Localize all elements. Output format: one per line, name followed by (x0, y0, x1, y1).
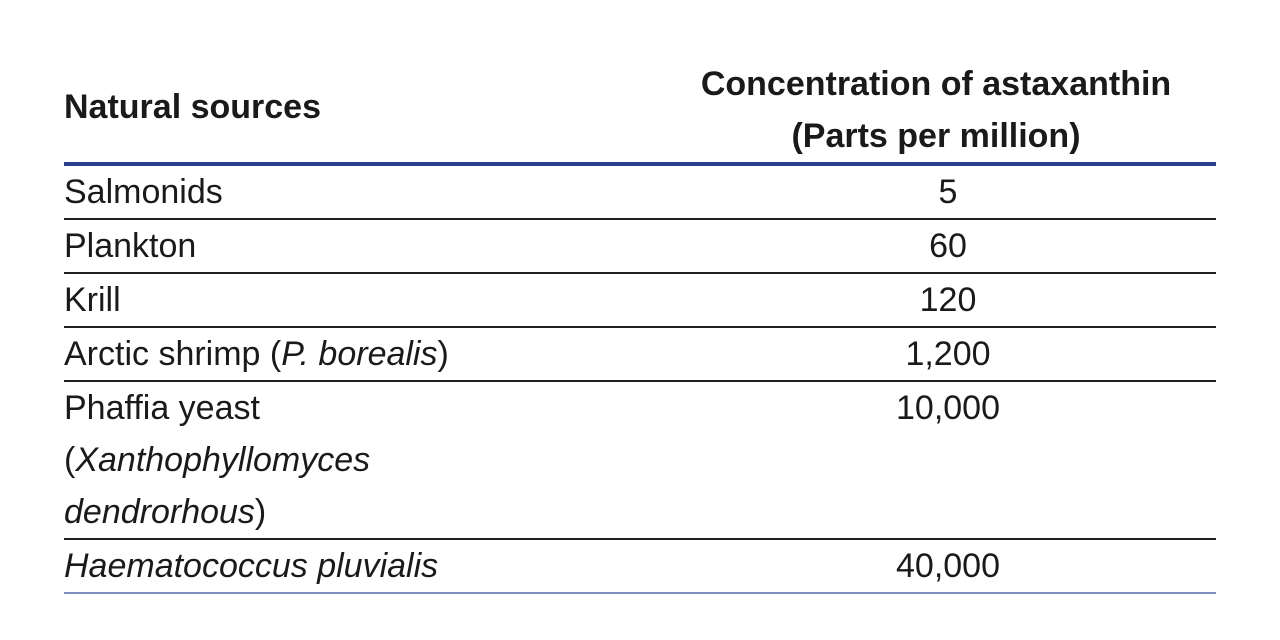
cell-source: Salmonids (64, 173, 223, 211)
cell-source: Krill (64, 281, 121, 319)
cell-source: Phaffia yeast (Xanthophyllomyces dendrorhous) (64, 389, 371, 531)
table-row (64, 220, 1216, 274)
cell-source: Plankton (64, 227, 197, 265)
table-row (64, 540, 1216, 594)
cell-concentration: 5 (938, 173, 958, 211)
cell-source: Arctic shrimp (P. borealis) (64, 335, 449, 373)
astaxanthin-table (64, 52, 1216, 594)
header-concentration-line1: Concentration of astaxanthin (700, 65, 1172, 103)
table-row (64, 274, 1216, 328)
cell-concentration: 40,000 (896, 547, 1000, 585)
header-concentration-line2: (Parts per million) (791, 117, 1081, 155)
cell-concentration: 120 (919, 281, 977, 319)
cell-concentration: 10,000 (896, 389, 1000, 427)
table-row (64, 382, 1216, 540)
table-row (64, 166, 1216, 220)
cell-concentration: 60 (929, 227, 967, 265)
table-header (64, 52, 1216, 166)
header-natural-sources: Natural sources (64, 88, 321, 126)
table-row (64, 328, 1216, 382)
header-concentration (656, 58, 1216, 162)
cell-concentration: 1,200 (905, 335, 991, 373)
cell-source: Haematococcus pluvialis (64, 547, 439, 585)
